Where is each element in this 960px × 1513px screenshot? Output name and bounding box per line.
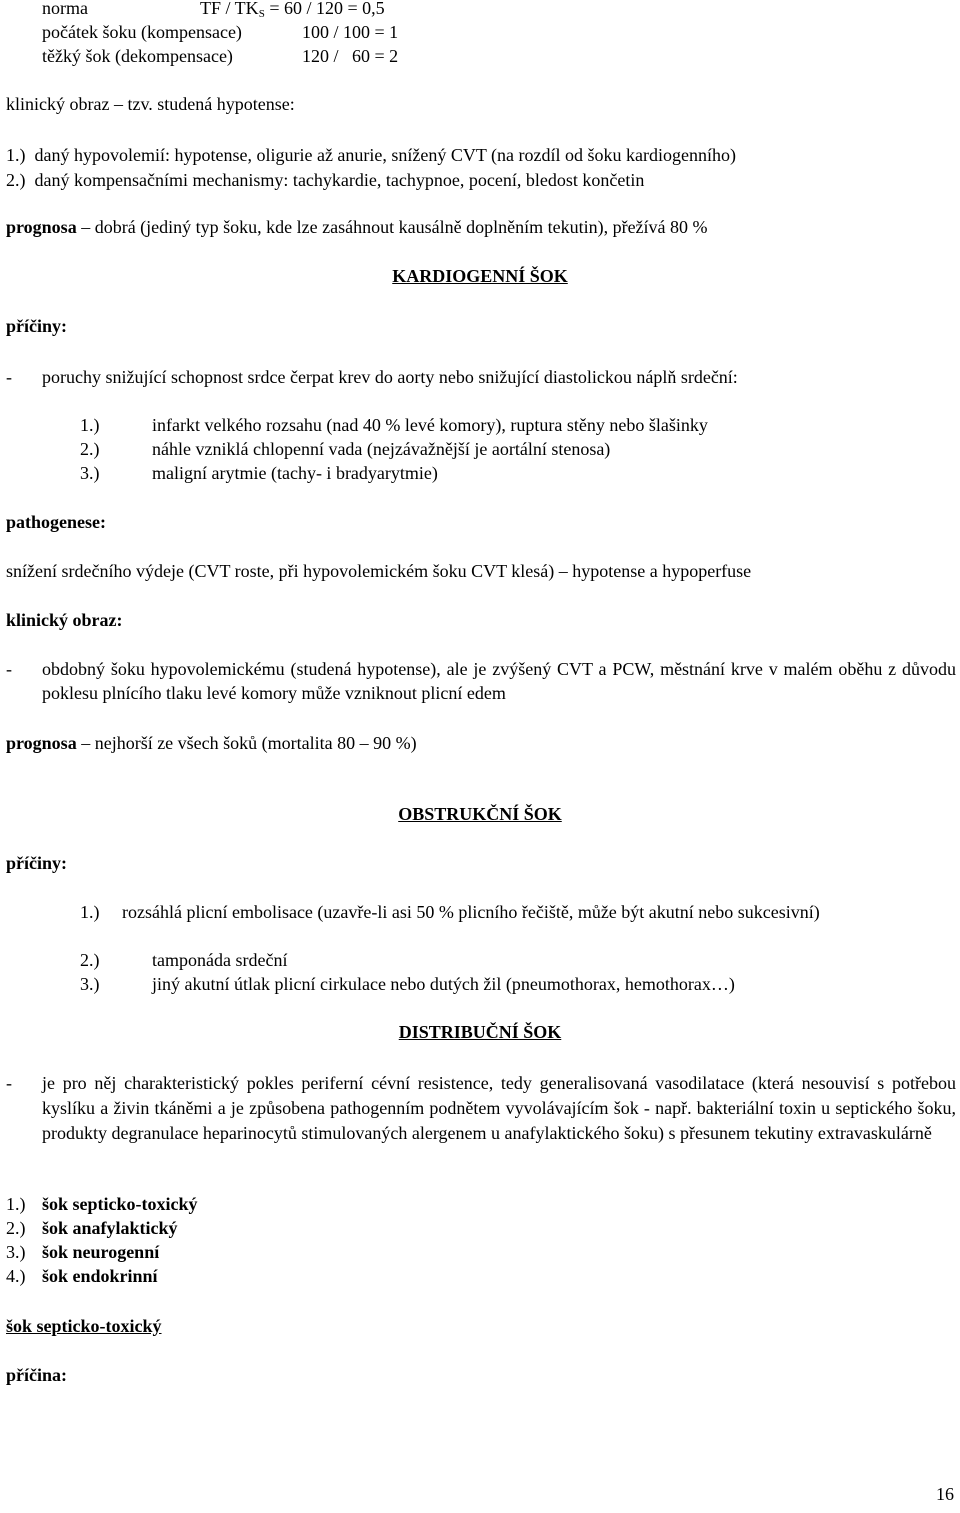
obstructive-item-text-2: tamponáda srdeční	[152, 950, 288, 970]
distributive-type-num-3: 3.)	[6, 1242, 26, 1262]
septic-subtitle: šok septicko-toxický	[6, 1316, 162, 1336]
distributive-type-num-2: 2.)	[6, 1218, 26, 1238]
cardiogenic-cause-text-3: maligní arytmie (tachy- i bradyarytmie)	[152, 463, 438, 483]
obstructive-item-text-3: jiný akutní útlak plicní cirkulace nebo dutých žil (pneumothorax, hemothorax…)	[152, 974, 735, 994]
cardiogenic-bullet-text: poruchy snižující schopnost srdce čerpat krev do aorty nebo snižující diastolickou náplň srdeční:	[42, 367, 738, 387]
ratio-label-compensation: počátek šoku (kompensace)	[42, 22, 242, 42]
ratio-formula-compensation: 100 / 100 = 1	[302, 22, 399, 42]
hypovolemic-prognosis	[6, 215, 708, 239]
cardiogenic-cause-text-1: infarkt velkého rozsahu (nad 40 % levé komory), ruptura stěny nebo šlašinky	[152, 415, 708, 435]
hypovolemic-item-1: 1.) daný hypovolemií: hypotense, oligurie až anurie, snížený CVT (na rozdíl od šoku kardiogenního)	[6, 145, 737, 165]
cardiogenic-clinical-dash: -	[6, 659, 12, 679]
cardiogenic-prognosis	[6, 731, 417, 755]
cardiogenic-clinical-text: obdobný šoku hypovolemickému (studená hypotense), ale je zvýšený CVT a PCW, městnání krve v malém oběhu z důvodu poklesu plnícího tlaku levé komory může vzniknout plicní edem	[42, 659, 956, 703]
obstructive-item-1: 1.) rozsáhlá plicní embolisace (uzavře-li asi 50 % plicního řečiště, může být akutní nebo sukcesivní)	[80, 902, 820, 922]
obstructive-causes-heading: příčiny:	[6, 853, 67, 873]
distributive-type-1: šok septicko-toxický	[42, 1194, 198, 1214]
prognosis-text: – dobrá (jediný typ šoku, kde lze zasáhnout kausálně doplněním tekutin), přežívá 80 %	[76, 217, 708, 237]
ratio-label-decompensation: těžký šok (dekompensace)	[42, 46, 233, 66]
ratio-formula-sub: S	[258, 8, 265, 20]
obstructive-title: OBSTRUKČNÍ ŠOK	[398, 804, 562, 824]
septic-cause-heading: příčina:	[6, 1365, 67, 1385]
distributive-title: DISTRIBUČNÍ ŠOK	[398, 1022, 562, 1042]
hypovolemic-clinical-picture	[6, 92, 295, 116]
ratio-formula-decompensation: 120 / 60 = 2	[302, 46, 399, 66]
ratio-formula-prefix: TF / TK	[200, 0, 259, 18]
section-heading: klinický obraz	[6, 94, 110, 114]
obstructive-item-num-2: 2.)	[80, 950, 100, 970]
distributive-type-4: šok endokrinní	[42, 1266, 158, 1286]
prognosis-text: – nejhorší ze všech šoků (mortalita 80 – 90 %)	[76, 733, 417, 753]
prognosis-heading: prognosa	[6, 217, 77, 237]
pathogenesis-heading: pathogenese:	[6, 512, 106, 532]
distributive-type-num-1: 1.)	[6, 1194, 26, 1214]
cardiogenic-cause-num-2: 2.)	[80, 439, 100, 459]
cardiogenic-bullet-dash: -	[6, 367, 12, 387]
ratio-label-norma: norma	[42, 0, 88, 18]
pathogenesis-text: snížení srdečního výdeje (CVT roste, při hypovolemickém šoku CVT klesá) – hypotense a hypoperfuse	[6, 561, 752, 581]
distributive-type-3: šok neurogenní	[42, 1242, 160, 1262]
cardiogenic-cause-num-1: 1.)	[80, 415, 100, 435]
obstructive-item-num-3: 3.)	[80, 974, 100, 994]
ratio-formula-suffix: = 60 / 120 = 0,5	[264, 0, 385, 18]
distributive-dash: -	[6, 1073, 12, 1093]
prognosis-heading: prognosa	[6, 733, 77, 753]
page-number: 16	[936, 1484, 954, 1504]
cardiogenic-clinical-heading: klinický obraz:	[6, 610, 123, 630]
ratio-formula-norma	[200, 0, 385, 20]
cardiogenic-cause-text-2: náhle vzniklá chlopenní vada (nejzávažnější je aortální stenosa)	[152, 439, 611, 459]
hypovolemic-item-2: 2.) daný kompensačními mechanismy: tachykardie, tachypnoe, pocení, bledost končetin	[6, 170, 645, 190]
distributive-text: je pro něj charakteristický pokles periferní cévní resistence, tedy generalisovaná vasodilatace (která nesouvisí s potřebou kyslíku a živin tkáněmi a je způsobena pathogenním podnětem vyvolávajícím šok - např. bakteriální toxin u septického šoku, produkty degranulace heparinocytů stimulovaných alergenem u anafylaktického šoku) s přesunem tekutiny extravaskulárně	[42, 1073, 956, 1143]
cardiogenic-cause-num-3: 3.)	[80, 463, 100, 483]
distributive-type-num-4: 4.)	[6, 1266, 26, 1286]
section-text: – tzv. studená hypotense:	[109, 94, 295, 114]
distributive-type-2: šok anafylaktický	[42, 1218, 178, 1238]
cardiogenic-title: KARDIOGENNÍ ŠOK	[392, 266, 568, 286]
cardiogenic-causes-heading: příčiny:	[6, 316, 67, 336]
